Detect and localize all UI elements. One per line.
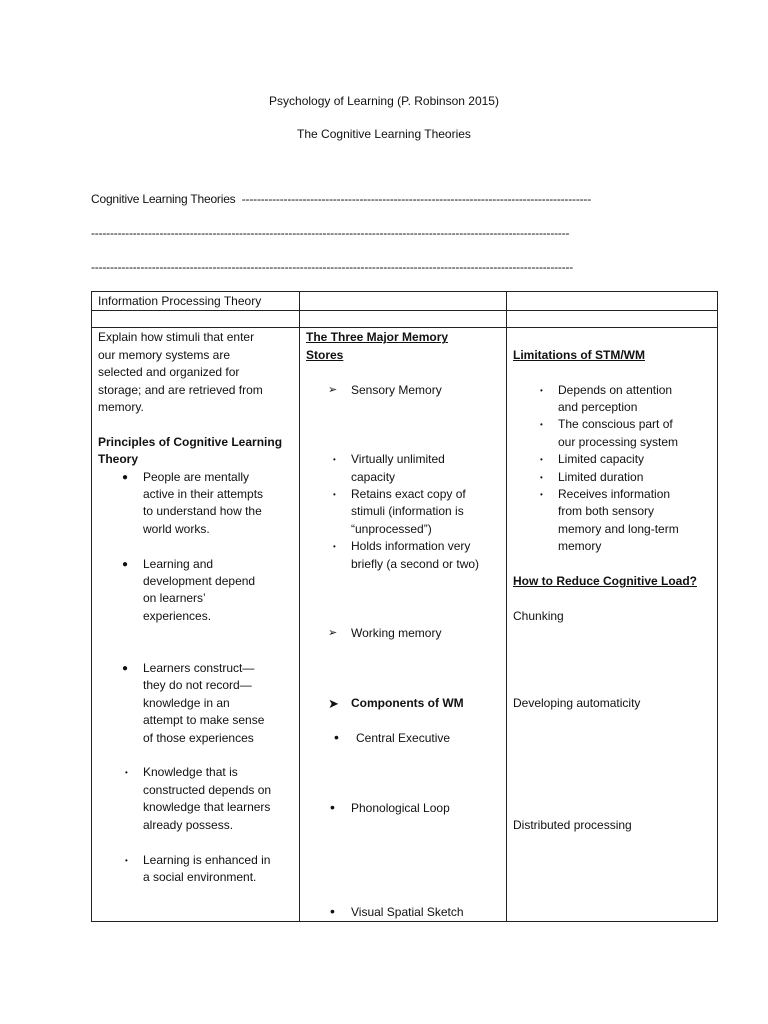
list-item: • Limited capacity: [513, 451, 711, 468]
text-line: storage; and are retrieved from: [98, 382, 263, 397]
bullet-icon: •: [333, 542, 336, 552]
dash-line-3: -------------------------------------------------------------------------------------------------------------------------------: [91, 260, 574, 274]
list-item: ● Learning and development depend on learners’ experiences.: [122, 556, 256, 623]
arrow-bullet-icon: ➢: [328, 627, 338, 640]
limitations-list: [513, 382, 711, 556]
strategy-chunking: Chunking: [513, 608, 564, 623]
header-cell: Information Processing Theory: [92, 292, 300, 311]
bullet-icon: •: [125, 768, 128, 778]
principles-list: [98, 469, 293, 539]
component-item: • Phonological Loop: [330, 798, 450, 815]
component-item: • Visual Spatial Sketch: [330, 903, 464, 919]
empty-row: [92, 311, 718, 328]
document-title: Psychology of Learning (P. Robinson 2015): [269, 94, 499, 108]
intro-line: [91, 192, 661, 206]
empty-cell: [507, 311, 718, 328]
bullet-icon: •: [540, 385, 543, 395]
bullet-icon: •: [330, 798, 335, 815]
list-item: • Holds information very briefly (a second or two): [333, 539, 480, 571]
bullet-icon: •: [333, 455, 336, 465]
content-row: [92, 328, 718, 922]
list-item: ● People are mentally active in their attempts to understand how the world works.: [122, 469, 264, 536]
list-item: • Depends on attention and perception: [540, 382, 673, 414]
bullet-icon: •: [334, 729, 339, 746]
dash-line-2: ------------------------------------------------------------------------------------------------------------------------------: [91, 226, 570, 240]
text-line: memory.: [98, 400, 144, 415]
list-item: • Limited duration: [513, 469, 711, 486]
principles-heading: [98, 434, 293, 469]
list-item: • The conscious part of our processing system: [540, 417, 679, 449]
empty-cell: [92, 311, 300, 328]
list-item: • Retains exact copy of stimuli (information is “unprocessed”): [333, 487, 466, 536]
list-item: • Knowledge that is constructed depends on knowledge that learners already possess.: [125, 765, 272, 832]
limitations-heading: Limitations of STM/WM: [513, 347, 645, 362]
memory-stores-heading: [306, 329, 500, 364]
bullet-icon: ●: [122, 471, 129, 483]
intro-label: Cognitive Learning Theories: [91, 192, 236, 206]
list-item: • Receives information from both sensory memory and long-term memory: [540, 487, 679, 554]
list-item: ● Learners construct— they do not record— knowledge in an attempt to make sense of those experiences: [122, 661, 265, 745]
components-heading: ➤ Components of WM: [328, 695, 464, 711]
text-line: Stores: [306, 347, 344, 362]
text-line: selected and organized for: [98, 365, 240, 380]
bullet-icon: •: [330, 903, 335, 919]
strategy-distributed: Distributed processing: [513, 817, 632, 832]
bullet-icon: •: [125, 855, 128, 865]
principles-column: [92, 328, 300, 922]
intro-paragraph: [98, 329, 293, 416]
bullet-icon: •: [540, 420, 543, 430]
principles-list: [98, 660, 293, 747]
header-cell-empty: [300, 292, 507, 311]
table-header-row: [92, 292, 718, 311]
arrow-bullet-icon: ➢: [328, 383, 338, 396]
reduce-load-heading: How to Reduce Cognitive Load?: [513, 574, 698, 589]
working-memory-item: ➢ Working memory: [306, 625, 500, 642]
bullet-icon: ●: [122, 663, 129, 675]
list-item: • Virtually unlimited capacity: [333, 452, 445, 484]
principles-list: [98, 556, 293, 626]
text-line: our memory systems are: [98, 347, 231, 362]
principles-list: [98, 852, 293, 887]
strategy-automaticity: Developing automaticity: [513, 695, 641, 710]
bullet-icon: •: [333, 490, 336, 499]
limitations-column: [507, 328, 718, 922]
dash-rule: --------------------------------------------------------------------------------------------: [241, 192, 592, 206]
principles-list: [98, 764, 293, 834]
bullet-icon: ●: [122, 558, 129, 570]
bullet-icon: •: [540, 472, 543, 482]
text-line: Principles of Cognitive Learning: [98, 434, 283, 449]
empty-cell: [300, 311, 507, 328]
bullet-icon: •: [540, 455, 543, 465]
bullet-icon: •: [540, 490, 543, 500]
arrow-bullet-icon: ➤: [328, 695, 339, 711]
document-subtitle: The Cognitive Learning Theories: [297, 127, 471, 141]
component-item: • Central Executive: [334, 729, 451, 746]
memory-stores-column: [300, 328, 507, 922]
theory-table: [91, 291, 718, 922]
sensory-memory-item: ➢ Sensory Memory: [306, 382, 500, 399]
header-cell-empty: [507, 292, 718, 311]
list-item: • Learning is enhanced in a social environment.: [125, 852, 271, 884]
text-line: Theory: [98, 452, 139, 467]
text-line: The Three Major Memory: [306, 330, 449, 345]
sensory-points-list: [306, 451, 500, 573]
text-line: Explain how stimuli that enter: [98, 330, 255, 345]
